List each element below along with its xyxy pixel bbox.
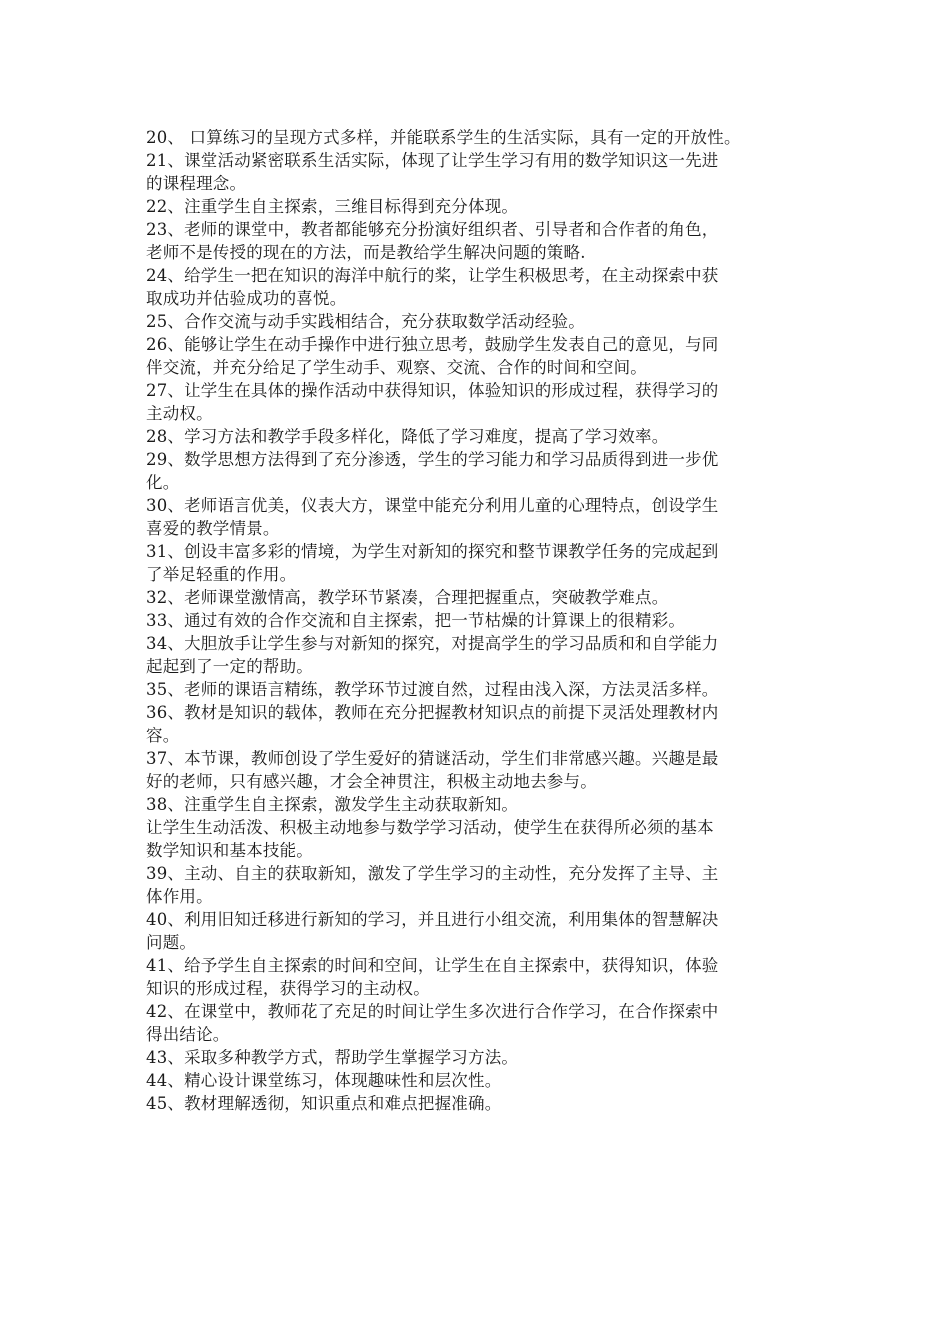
- text-line: 43、采取多种教学方式，帮助学生掌握学习方法。: [146, 1048, 519, 1067]
- text-line: 35、老师的课语言精练，教学环节过渡自然，过程由浅入深，方法灵活多样。: [146, 680, 719, 699]
- text-line: 28、学习方法和教学手段多样化，降低了学习难度，提高了学习效率。: [146, 427, 669, 446]
- text-line: 21、课堂活动紧密联系生活实际，体现了让学生学习有用的数学知识这一先进: [146, 151, 719, 170]
- text-line: 取成功并估验成功的喜悦。: [146, 289, 347, 308]
- text-line: 25、合作交流与动手实践相结合，充分获取数学活动经验。: [146, 312, 585, 331]
- text-line: 化。: [146, 473, 180, 492]
- text-line: 问题。: [146, 933, 197, 952]
- text-line: 37、本节课，教师创设了学生爱好的猜谜活动，学生们非常感兴趣。兴趣是最: [146, 749, 719, 768]
- text-line: 44、精心设计课堂练习，体现趣味性和层次性。: [146, 1071, 502, 1090]
- text-line: 的课程理念。: [146, 174, 247, 193]
- text-line: 27、让学生在具体的操作活动中获得知识，体验知识的形成过程，获得学习的: [146, 381, 719, 400]
- text-line: 42、在课堂中，教师花了充足的时间让学生多次进行合作学习，在合作探索中: [146, 1002, 719, 1021]
- text-line: 40、利用旧知迁移进行新知的学习，并且进行小组交流，利用集体的智慧解决: [146, 910, 719, 929]
- text-line: 23、老师的课堂中，教者都能够充分扮演好组织者、引导者和合作者的角色，: [146, 220, 719, 239]
- text-line: 26、能够让学生在动手操作中进行独立思考，鼓励学生发表自己的意见，与同: [146, 335, 719, 354]
- text-line: 38、注重学生自主探索，激发学生主动获取新知。: [146, 795, 519, 814]
- text-line: 22、注重学生自主探索，三维目标得到充分体现。: [146, 197, 519, 216]
- text-line: 喜爱的教学情景。: [146, 519, 280, 538]
- text-line: 34、大胆放手让学生参与对新知的探究，对提高学生的学习品质和和自学能力: [146, 634, 719, 653]
- text-line: 得出结论。: [146, 1025, 230, 1044]
- text-line: 31、创设丰富多彩的情境，为学生对新知的探究和整节课教学任务的完成起到: [146, 542, 719, 561]
- text-line: 知识的形成过程，获得学习的主动权。: [146, 979, 430, 998]
- text-line: 起起到了一定的帮助。: [146, 657, 313, 676]
- text-line: 20、 口算练习的呈现方式多样，并能联系学生的生活实际，具有一定的开放性。: [146, 128, 741, 147]
- document-body: [146, 126, 826, 1115]
- text-line: 老师不是传授的现在的方法，而是教给学生解决问题的策略.: [146, 243, 586, 262]
- text-line: 32、老师课堂激情高，教学环节紧凑，合理把握重点，突破教学难点。: [146, 588, 669, 607]
- text-line: 24、给学生一把在知识的海洋中航行的桨，让学生积极思考，在主动探索中获: [146, 266, 719, 285]
- text-line: 36、教材是知识的载体，教师在充分把握教材知识点的前提下灵活处理教材内: [146, 703, 719, 722]
- text-line: 容。: [146, 726, 180, 745]
- text-line: 45、教材理解透彻，知识重点和难点把握准确。: [146, 1094, 502, 1113]
- text-line: 主动权。: [146, 404, 213, 423]
- text-line: 33、通过有效的合作交流和自主探索，把一节枯燥的计算课上的很精彩。: [146, 611, 686, 630]
- text-line: 29、数学思想方法得到了充分渗透，学生的学习能力和学习品质得到进一步优: [146, 450, 719, 469]
- text-line: 让学生生动活泼、积极主动地参与数学学习活动，使学生在获得所必须的基本: [146, 818, 714, 837]
- text-line: 41、给予学生自主探索的时间和空间，让学生在自主探索中，获得知识，体验: [146, 956, 719, 975]
- text-line: 数学知识和基本技能。: [146, 841, 313, 860]
- text-line: 30、老师语言优美，仪表大方，课堂中能充分利用儿童的心理特点，创设学生: [146, 496, 719, 515]
- text-line: 39、主动、自主的获取新知，激发了学生学习的主动性，充分发挥了主导、主: [146, 864, 719, 883]
- text-line: 好的老师，只有感兴趣，才会全神贯注，积极主动地去参与。: [146, 772, 597, 791]
- text-line: 体作用。: [146, 887, 213, 906]
- text-line: 了举足轻重的作用。: [146, 565, 297, 584]
- text-line: 伴交流，并充分给足了学生动手、观察、交流、合作的时间和空间。: [146, 358, 647, 377]
